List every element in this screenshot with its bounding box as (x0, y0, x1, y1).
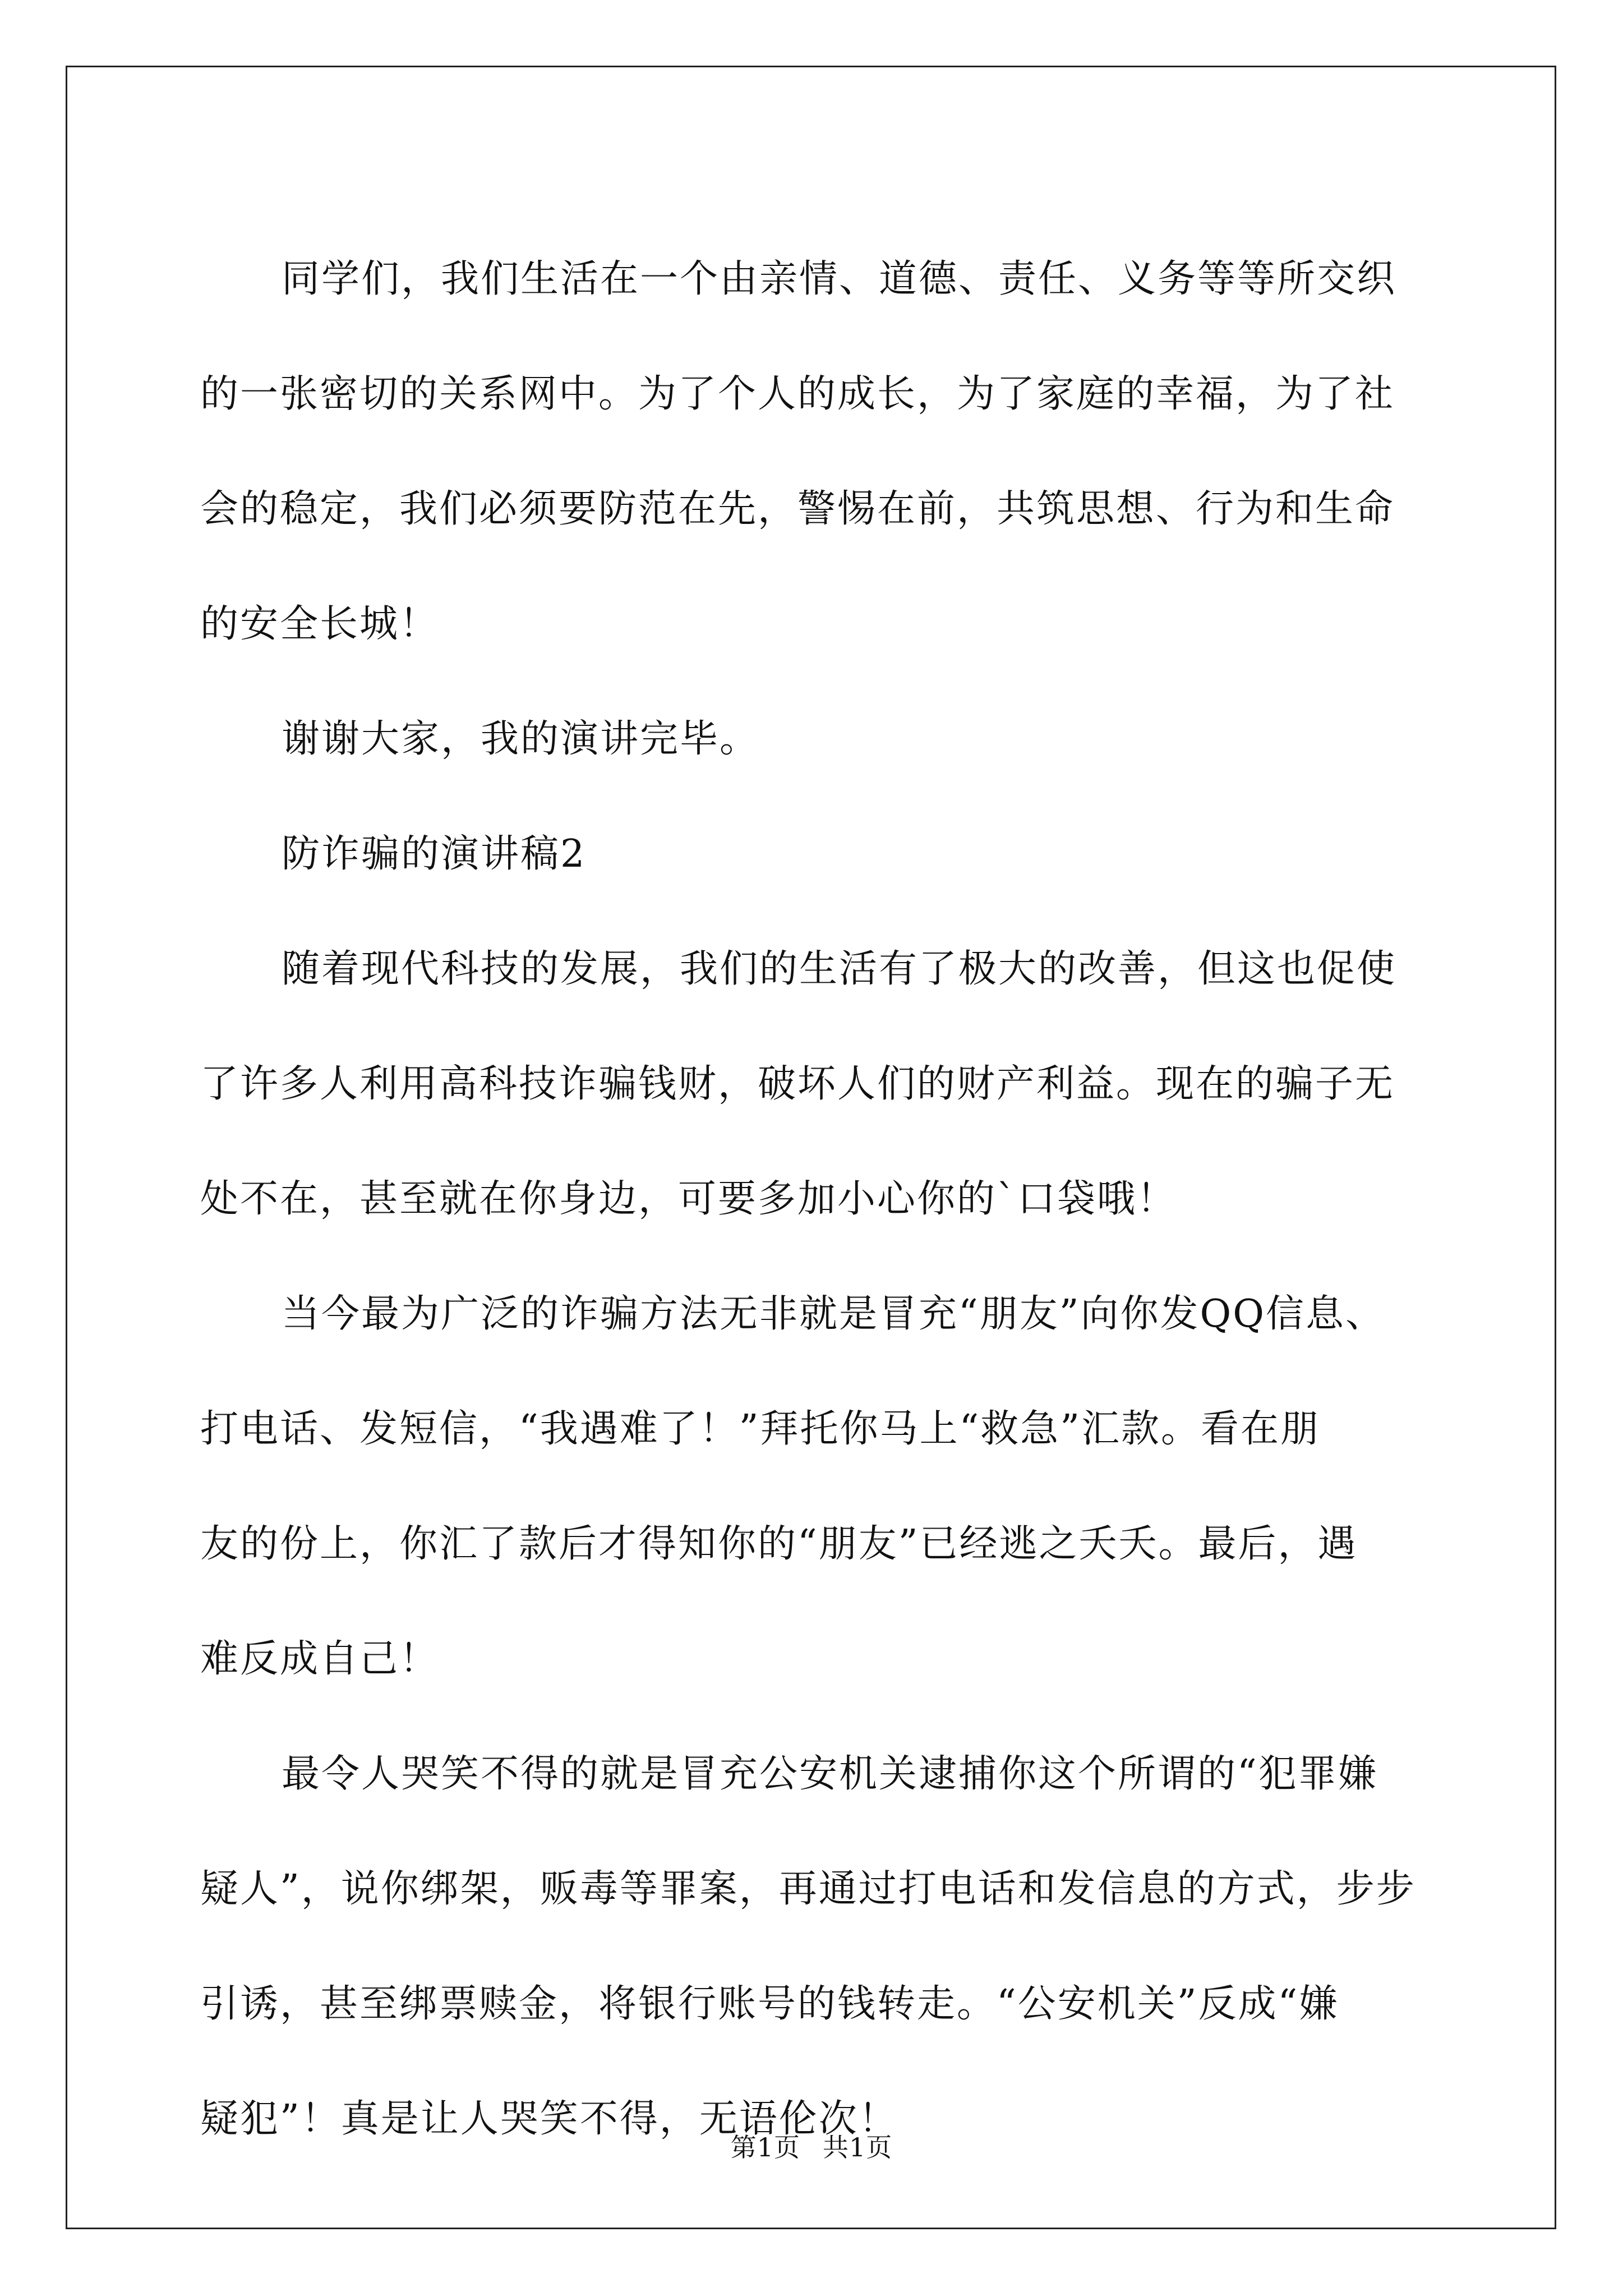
paragraph (200, 682, 1440, 797)
page-total: 共1页 (823, 2132, 893, 2162)
text-line: 会的稳定，我们必须要防范在先，警惕在前，共筑思想、行为和生命 (200, 487, 1395, 531)
text-line: 疑人”，说你绑架，贩毒等罪案，再通过打电话和发信息的方式，步步 (200, 1867, 1416, 1911)
text-line: 谢谢大家，我的演讲完毕。 (282, 717, 760, 761)
text-line: 最令人哭笑不得的就是冒充公安机关逮捕你这个所谓的“犯罪嫌 (282, 1752, 1378, 1796)
text-line: 处不在，甚至就在你身边，可要多加小心你的`口袋哦！ (200, 1177, 1177, 1221)
text-line: 疑犯”！真是让人哭笑不得，无语伦次！ (200, 2097, 898, 2141)
text-line: 了许多人利用高科技诈骗钱财，破坏人们的财产利益。现在的骗子无 (200, 1062, 1395, 1106)
text-line: 难反成自己！ (200, 1637, 440, 1681)
paragraph (200, 1717, 1440, 2177)
paragraph (200, 222, 1440, 682)
text-line: 当今最为广泛的诈骗方法无非就是冒充“朋友”向你发QQ信息、 (282, 1292, 1386, 1336)
text-line: 的一张密切的关系网中。为了个人的成长，为了家庭的幸福，为了社 (200, 372, 1395, 416)
text-line: 防诈骗的演讲稿2 (282, 832, 587, 876)
paragraph (200, 1257, 1440, 1717)
text-line: 的安全长城！ (200, 602, 440, 646)
text-line: 同学们，我们生活在一个由亲情、道德、责任、义务等等所交织 (282, 257, 1397, 301)
text-line: 引诱，甚至绑票赎金，将银行账号的钱转走。“公安机关”反成“嫌 (200, 1982, 1339, 2026)
text-line: 打电话、发短信，“我遇难了！”拜托你马上“救急”汇款。看在朋 (200, 1407, 1321, 1451)
text-line: 随着现代科技的发展，我们的生活有了极大的改善，但这也促使 (282, 947, 1397, 991)
section-heading (200, 797, 1440, 912)
paragraph (200, 912, 1440, 1257)
text-line: 友的份上，你汇了款后才得知你的“朋友”已经逃之夭夭。最后，遇 (200, 1522, 1358, 1566)
document-body (200, 222, 1440, 2177)
page-footer (0, 2127, 1623, 2164)
page-number: 第1页 (730, 2132, 800, 2162)
